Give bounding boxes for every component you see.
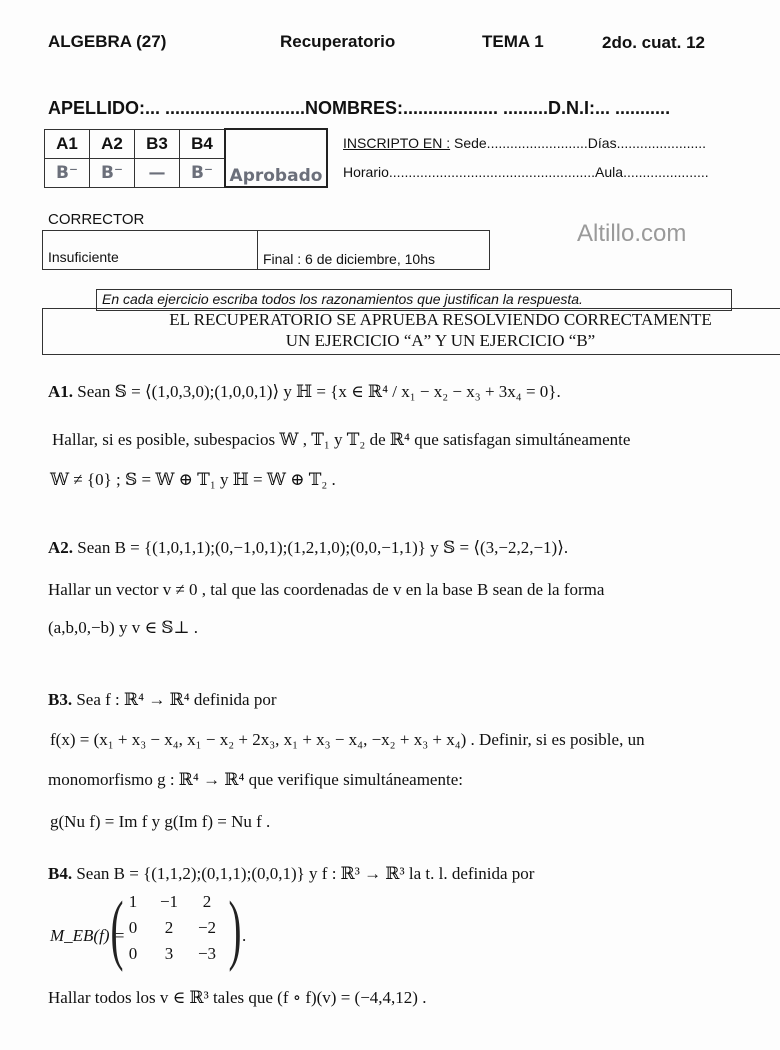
exercise-label: A2. <box>48 538 74 557</box>
exercise-text: Sean B = {(1,1,2);(0,1,1);(0,0,1)} y f : ℝ³ → ℝ³ la t. l. definida por <box>76 864 535 883</box>
term: 2do. cuat. 12 <box>602 33 705 52</box>
exercise-a1-line2: Hallar, si es posible, subespacios 𝕎 , 𝕋₁ y 𝕋₂ de ℝ⁴ que satisfagan simultáneamente <box>52 430 631 449</box>
grade-a2: B⁻ <box>90 158 135 187</box>
corrector-box <box>42 230 490 270</box>
inscripto-line <box>343 135 706 151</box>
tema: TEMA 1 <box>482 32 544 51</box>
matrix-cell: 1 <box>128 892 138 911</box>
final-date: Final : 6 de diciembre, 10hs <box>263 251 435 267</box>
notice-line-1: EL RECUPERATORIO SE APRUEBA RESOLVIENDO CORRECTAMENTE <box>169 310 712 329</box>
grade-a1: B⁻ <box>45 158 90 187</box>
matrix-cell: −1 <box>159 892 179 911</box>
matrix-cell: 2 <box>202 892 212 911</box>
matrix-label: M_EB(f) = <box>50 926 126 945</box>
horario-line: Horario.....................................................Aula...................... <box>343 164 709 180</box>
exercise-b3-line2: f(x) = (x₁ + x₃ − x₄, x₁ − x₂ + 2x₃, x₁ + x₃ − x₄, −x₂ + x₃ + x₄) . Definir, si es posible, un <box>50 730 645 749</box>
grade-b3: — <box>135 158 180 187</box>
matrix-cell: −3 <box>197 944 217 963</box>
inscripto-label: INSCRIPTO EN : <box>343 135 451 151</box>
exercise-b3-line4: g(Nu f) = Im f y g(Im f) = Nu f . <box>50 812 271 831</box>
matrix-cell: 3 <box>164 944 174 963</box>
exercise-b4 <box>48 864 534 884</box>
notice-line-2: UN EJERCICIO “A” Y UN EJERCICIO “B” <box>285 331 596 350</box>
result-value: Aprobado <box>229 166 323 186</box>
watermark: Altillo.com <box>577 220 687 247</box>
matrix-cell: 2 <box>164 918 174 937</box>
exercise-a1-line3: 𝕎 ≠ {0} ; 𝕊 = 𝕎 ⊕ 𝕋₁ y ℍ = 𝕎 ⊕ 𝕋₂ . <box>50 470 336 489</box>
exercise-b4-line2: Hallar todos los v ∈ ℝ³ tales que (f ∘ f)(v) = (−4,4,12) . <box>48 988 427 1007</box>
exercise-label: B3. <box>48 690 73 709</box>
matrix-right-paren: ) <box>228 885 242 972</box>
exercise-text: Sea f : ℝ⁴ → ℝ⁴ definida por <box>76 690 277 709</box>
matrix <box>116 892 226 964</box>
notice-box <box>42 308 780 355</box>
matrix-cell: −2 <box>197 918 217 937</box>
exercise-a2-line3: (a,b,0,−b) y v ∈ 𝕊⊥ . <box>48 618 199 637</box>
student-line: APELLIDO:... ............................NOMBRES:................... .........D.N.I:... ........... <box>48 98 671 118</box>
grade-header-a2: A2 <box>90 129 135 158</box>
exam-type: Recuperatorio <box>280 32 396 51</box>
matrix-cell: 0 <box>128 918 138 937</box>
exercise-b3-line3: monomorfismo g : ℝ⁴ → ℝ⁴ que verifique simultáneamente: <box>48 770 463 789</box>
exercise-a2 <box>48 538 568 558</box>
exercise-text: Sean B = {(1,0,1,1);(0,−1,0,1);(1,2,1,0);(0,0,−1,1)} y 𝕊 = ⟨(3,−2,2,−1)⟩. <box>77 538 569 557</box>
corrector-label: CORRECTOR <box>48 211 145 228</box>
sede-dias: Sede..........................Días....................... <box>450 135 707 151</box>
exercise-text: Sean 𝕊 = ⟨(1,0,3,0);(1,0,0,1)⟩ y ℍ = {x ∈ ℝ⁴ / x₁ − x₂ − x₃ + 3x₄ = 0}. <box>77 382 561 401</box>
exercise-a2-line2: Hallar un vector v ≠ 0 , tal que las coordenadas de v en la base B sean de la forma <box>48 580 605 599</box>
grade-header-a1: A1 <box>45 129 90 158</box>
grade-header-b4: B4 <box>180 129 226 158</box>
exercise-label: B4. <box>48 864 73 883</box>
matrix-period: . <box>242 926 247 945</box>
exercise-a1 <box>48 382 561 402</box>
course-title: ALGEBRA (27) <box>48 32 167 51</box>
matrix-left-paren: ( <box>110 885 124 972</box>
exercise-label: A1. <box>48 382 74 401</box>
grade-header-b3: B3 <box>135 129 180 158</box>
corrector-result: Insuficiente <box>48 249 119 265</box>
exercise-b3 <box>48 690 277 710</box>
result-cell <box>225 129 327 187</box>
grades-table <box>44 128 328 188</box>
instruction-text: En cada ejercicio escriba todos los razonamientos que justifican la respuesta. <box>102 291 583 307</box>
grade-b4: B⁻ <box>180 158 226 187</box>
matrix-cell: 0 <box>128 944 138 963</box>
